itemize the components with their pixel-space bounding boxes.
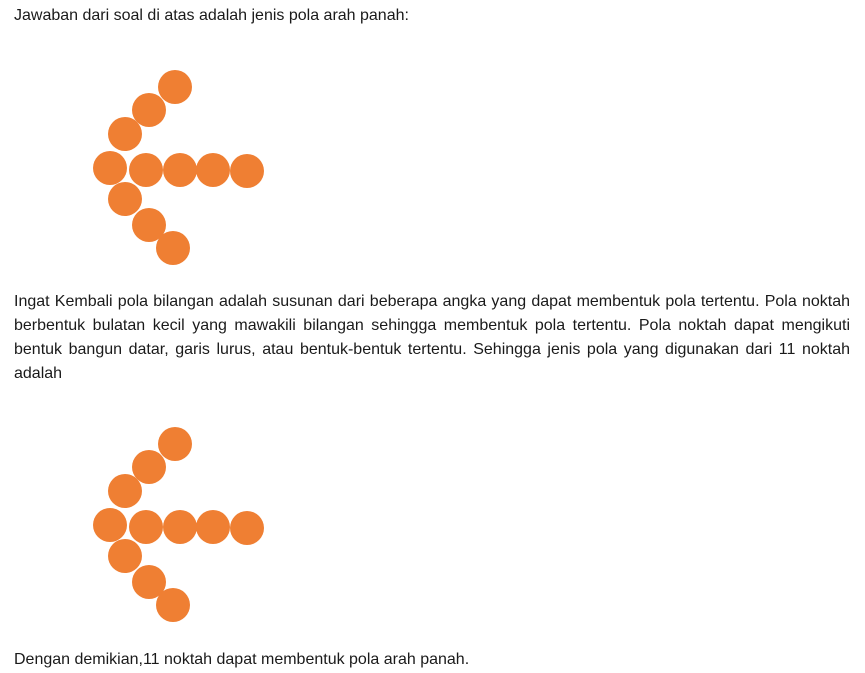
arrow-dot-pattern-figure (88, 425, 273, 625)
dot-6 (163, 153, 197, 187)
dot-7 (196, 510, 230, 544)
dot-3 (108, 117, 142, 151)
intro-text: Jawaban dari soal di atas adalah jenis pola arah panah: (14, 7, 409, 24)
dot-4 (93, 508, 127, 542)
dot-11 (156, 231, 190, 265)
dot-9 (108, 182, 142, 216)
dot-5 (129, 153, 163, 187)
dot-7 (196, 153, 230, 187)
explanation-paragraph: Ingat Kembali pola bilangan adalah susunan dari beberapa angka yang dapat membentuk pola tertentu. Pola noktah berbentuk bulatan kecil yang mawakili bilangan sehingga membentuk pola tertentu. Pola noktah dapat mengikuti bentuk bangun datar, garis lurus, atau bentuk-bentuk tertentu. Sehingga jenis pola yang digunakan dari 11 noktah adalah (14, 293, 850, 382)
dot-3 (108, 474, 142, 508)
dot-8 (230, 511, 264, 545)
dot-4 (93, 151, 127, 185)
dot-1 (158, 70, 192, 104)
dot-1 (158, 427, 192, 461)
conclusion-text: Dengan demikian,11 noktah dapat membentuk pola arah panah. (14, 651, 470, 668)
dot-8 (230, 154, 264, 188)
arrow-dot-pattern-figure (88, 68, 273, 268)
dot-5 (129, 510, 163, 544)
dot-9 (108, 539, 142, 573)
dot-11 (156, 588, 190, 622)
dot-6 (163, 510, 197, 544)
